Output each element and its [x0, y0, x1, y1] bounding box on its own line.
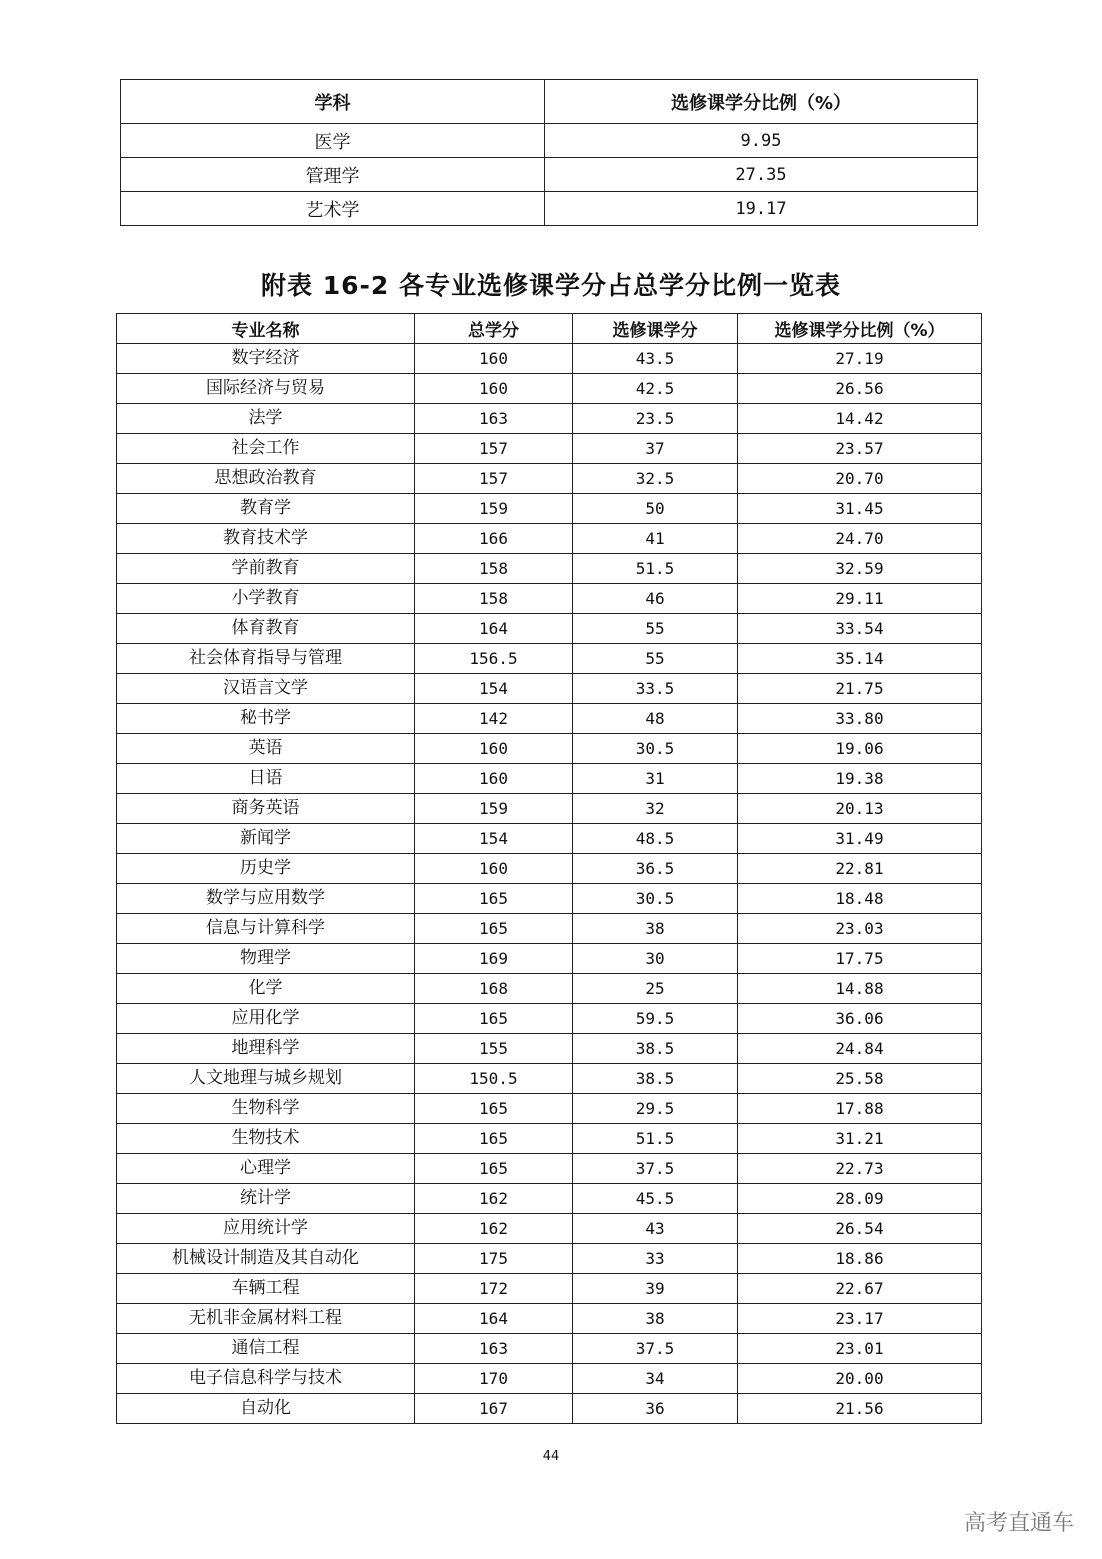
elective-credits-cell: 55 — [573, 644, 738, 674]
major-name-cell: 教育技术学 — [117, 524, 415, 554]
table-row — [117, 524, 982, 554]
column-header: 学科 — [121, 80, 545, 124]
elective-ratio-cell: 19.17 — [545, 192, 978, 226]
total-credits-cell: 163 — [415, 1334, 573, 1364]
elective-ratio-cell: 23.17 — [738, 1304, 982, 1334]
table-row — [117, 494, 982, 524]
major-name-cell: 体育教育 — [117, 614, 415, 644]
total-credits-cell: 165 — [415, 884, 573, 914]
major-name-cell: 英语 — [117, 734, 415, 764]
elective-credits-cell: 37 — [573, 434, 738, 464]
table-row — [117, 1304, 982, 1334]
total-credits-cell: 159 — [415, 494, 573, 524]
table-row — [117, 434, 982, 464]
major-name-cell: 商务英语 — [117, 794, 415, 824]
major-name-cell: 地理科学 — [117, 1034, 415, 1064]
elective-credits-cell: 38 — [573, 914, 738, 944]
column-header: 选修课学分 — [573, 314, 738, 344]
major-name-cell: 思想政治教育 — [117, 464, 415, 494]
table-row — [121, 192, 978, 226]
table-row — [117, 704, 982, 734]
elective-ratio-cell: 29.11 — [738, 584, 982, 614]
total-credits-cell: 142 — [415, 704, 573, 734]
table-row — [117, 1034, 982, 1064]
table-title: 附表 16-2 各专业选修课学分占总学分比例一览表 — [261, 271, 841, 300]
table-row — [117, 974, 982, 1004]
total-credits-cell: 159 — [415, 794, 573, 824]
table-row — [117, 1394, 982, 1424]
elective-ratio-cell: 28.09 — [738, 1184, 982, 1214]
major-name-cell: 应用化学 — [117, 1004, 415, 1034]
major-name-cell: 应用统计学 — [117, 1214, 415, 1244]
major-name-cell: 统计学 — [117, 1184, 415, 1214]
elective-ratio-cell: 21.75 — [738, 674, 982, 704]
discipline-ratio-table — [120, 79, 978, 226]
elective-ratio-cell: 23.03 — [738, 914, 982, 944]
table-row — [117, 584, 982, 614]
elective-credits-cell: 31 — [573, 764, 738, 794]
elective-credits-cell: 36.5 — [573, 854, 738, 884]
table-row — [117, 884, 982, 914]
total-credits-cell: 164 — [415, 1304, 573, 1334]
elective-ratio-cell: 19.38 — [738, 764, 982, 794]
total-credits-cell: 169 — [415, 944, 573, 974]
table-row — [117, 1244, 982, 1274]
table-row — [117, 464, 982, 494]
total-credits-cell: 160 — [415, 764, 573, 794]
table-row — [117, 1334, 982, 1364]
table-row — [117, 614, 982, 644]
elective-ratio-cell: 21.56 — [738, 1394, 982, 1424]
elective-ratio-cell: 25.58 — [738, 1064, 982, 1094]
major-name-cell: 电子信息科学与技术 — [117, 1364, 415, 1394]
major-name-cell: 心理学 — [117, 1154, 415, 1184]
total-credits-cell: 165 — [415, 914, 573, 944]
elective-ratio-cell: 18.48 — [738, 884, 982, 914]
watermark: 高考直通车 — [963, 1511, 1074, 1536]
major-name-cell: 历史学 — [117, 854, 415, 884]
total-credits-cell: 165 — [415, 1094, 573, 1124]
major-name-cell: 汉语言文学 — [117, 674, 415, 704]
major-name-cell: 小学教育 — [117, 584, 415, 614]
elective-ratio-cell: 31.21 — [738, 1124, 982, 1154]
major-name-cell: 机械设计制造及其自动化 — [117, 1244, 415, 1274]
elective-ratio-cell: 32.59 — [738, 554, 982, 584]
major-name-cell: 学前教育 — [117, 554, 415, 584]
table-row — [121, 124, 978, 158]
elective-ratio-cell: 18.86 — [738, 1244, 982, 1274]
elective-ratio-cell: 14.88 — [738, 974, 982, 1004]
elective-credits-cell: 33 — [573, 1244, 738, 1274]
major-name-cell: 生物技术 — [117, 1124, 415, 1154]
elective-credits-cell: 39 — [573, 1274, 738, 1304]
elective-ratio-cell: 23.01 — [738, 1334, 982, 1364]
elective-credits-cell: 25 — [573, 974, 738, 1004]
elective-credits-cell: 37.5 — [573, 1334, 738, 1364]
table-row — [117, 1094, 982, 1124]
major-name-cell: 数学与应用数学 — [117, 884, 415, 914]
elective-ratio-cell: 24.70 — [738, 524, 982, 554]
table-row — [117, 1064, 982, 1094]
table-header-row — [121, 80, 978, 124]
table-row — [117, 404, 982, 434]
elective-ratio-cell: 31.45 — [738, 494, 982, 524]
elective-credits-cell: 38.5 — [573, 1034, 738, 1064]
elective-credits-cell: 30.5 — [573, 884, 738, 914]
total-credits-cell: 165 — [415, 1154, 573, 1184]
elective-ratio-cell: 20.00 — [738, 1364, 982, 1394]
elective-credits-cell: 59.5 — [573, 1004, 738, 1034]
table-row — [117, 1184, 982, 1214]
total-credits-cell: 160 — [415, 344, 573, 374]
column-header: 选修课学分比例（%） — [545, 80, 978, 124]
major-name-cell: 人文地理与城乡规划 — [117, 1064, 415, 1094]
column-header: 选修课学分比例（%） — [738, 314, 982, 344]
major-name-cell: 物理学 — [117, 944, 415, 974]
table-row — [117, 824, 982, 854]
major-name-cell: 教育学 — [117, 494, 415, 524]
table-row — [117, 374, 982, 404]
total-credits-cell: 158 — [415, 554, 573, 584]
table-row — [117, 1274, 982, 1304]
total-credits-cell: 163 — [415, 404, 573, 434]
total-credits-cell: 166 — [415, 524, 573, 554]
table-row — [117, 644, 982, 674]
elective-ratio-cell: 22.73 — [738, 1154, 982, 1184]
elective-credits-cell: 51.5 — [573, 1124, 738, 1154]
total-credits-cell: 155 — [415, 1034, 573, 1064]
elective-credits-cell: 37.5 — [573, 1154, 738, 1184]
table-row — [117, 554, 982, 584]
elective-ratio-cell: 14.42 — [738, 404, 982, 434]
total-credits-cell: 170 — [415, 1364, 573, 1394]
table-row — [117, 944, 982, 974]
elective-credits-cell: 46 — [573, 584, 738, 614]
elective-credits-cell: 50 — [573, 494, 738, 524]
total-credits-cell: 172 — [415, 1274, 573, 1304]
major-name-cell: 新闻学 — [117, 824, 415, 854]
total-credits-cell: 160 — [415, 374, 573, 404]
discipline-cell: 艺术学 — [121, 192, 545, 226]
elective-credits-cell: 32.5 — [573, 464, 738, 494]
total-credits-cell: 162 — [415, 1184, 573, 1214]
major-name-cell: 车辆工程 — [117, 1274, 415, 1304]
elective-credits-cell: 48 — [573, 704, 738, 734]
elective-credits-cell: 38 — [573, 1304, 738, 1334]
elective-credits-cell: 48.5 — [573, 824, 738, 854]
total-credits-cell: 158 — [415, 584, 573, 614]
major-name-cell: 法学 — [117, 404, 415, 434]
total-credits-cell: 165 — [415, 1004, 573, 1034]
elective-ratio-cell: 17.75 — [738, 944, 982, 974]
major-name-cell: 生物科学 — [117, 1094, 415, 1124]
elective-credits-cell: 23.5 — [573, 404, 738, 434]
elective-credits-cell: 55 — [573, 614, 738, 644]
table-row — [117, 734, 982, 764]
elective-ratio-cell: 20.13 — [738, 794, 982, 824]
table-row — [117, 1364, 982, 1394]
major-name-cell: 无机非金属材料工程 — [117, 1304, 415, 1334]
table-row — [117, 344, 982, 374]
major-elective-ratio-table — [116, 313, 982, 1424]
elective-credits-cell: 32 — [573, 794, 738, 824]
elective-ratio-cell: 9.95 — [545, 124, 978, 158]
total-credits-cell: 157 — [415, 464, 573, 494]
elective-ratio-cell: 23.57 — [738, 434, 982, 464]
total-credits-cell: 160 — [415, 854, 573, 884]
total-credits-cell: 164 — [415, 614, 573, 644]
total-credits-cell: 154 — [415, 674, 573, 704]
elective-ratio-cell: 20.70 — [738, 464, 982, 494]
major-name-cell: 自动化 — [117, 1394, 415, 1424]
table-row — [117, 764, 982, 794]
total-credits-cell: 167 — [415, 1394, 573, 1424]
total-credits-cell: 168 — [415, 974, 573, 1004]
major-name-cell: 社会工作 — [117, 434, 415, 464]
elective-credits-cell: 42.5 — [573, 374, 738, 404]
table-row — [121, 158, 978, 192]
elective-ratio-cell: 27.35 — [545, 158, 978, 192]
elective-ratio-cell: 22.81 — [738, 854, 982, 884]
major-name-cell: 数字经济 — [117, 344, 415, 374]
elective-credits-cell: 41 — [573, 524, 738, 554]
major-name-cell: 秘书学 — [117, 704, 415, 734]
total-credits-cell: 150.5 — [415, 1064, 573, 1094]
major-name-cell: 日语 — [117, 764, 415, 794]
elective-ratio-cell: 24.84 — [738, 1034, 982, 1064]
elective-credits-cell: 38.5 — [573, 1064, 738, 1094]
total-credits-cell: 165 — [415, 1124, 573, 1154]
elective-credits-cell: 43.5 — [573, 344, 738, 374]
elective-credits-cell: 51.5 — [573, 554, 738, 584]
elective-ratio-cell: 33.80 — [738, 704, 982, 734]
elective-credits-cell: 30 — [573, 944, 738, 974]
total-credits-cell: 175 — [415, 1244, 573, 1274]
table-row — [117, 794, 982, 824]
major-name-cell: 社会体育指导与管理 — [117, 644, 415, 674]
elective-credits-cell: 45.5 — [573, 1184, 738, 1214]
elective-credits-cell: 43 — [573, 1214, 738, 1244]
column-header: 专业名称 — [117, 314, 415, 344]
table-row — [117, 1004, 982, 1034]
elective-ratio-cell: 36.06 — [738, 1004, 982, 1034]
total-credits-cell: 157 — [415, 434, 573, 464]
elective-credits-cell: 30.5 — [573, 734, 738, 764]
elective-ratio-cell: 33.54 — [738, 614, 982, 644]
elective-ratio-cell: 17.88 — [738, 1094, 982, 1124]
elective-credits-cell: 36 — [573, 1394, 738, 1424]
major-name-cell: 化学 — [117, 974, 415, 1004]
elective-credits-cell: 29.5 — [573, 1094, 738, 1124]
table-header-row — [117, 314, 982, 344]
elective-ratio-cell: 26.54 — [738, 1214, 982, 1244]
elective-ratio-cell: 19.06 — [738, 734, 982, 764]
discipline-cell: 管理学 — [121, 158, 545, 192]
elective-ratio-cell: 26.56 — [738, 374, 982, 404]
table-row — [117, 854, 982, 884]
elective-credits-cell: 33.5 — [573, 674, 738, 704]
table-row — [117, 1214, 982, 1244]
elective-ratio-cell: 27.19 — [738, 344, 982, 374]
column-header: 总学分 — [415, 314, 573, 344]
elective-ratio-cell: 22.67 — [738, 1274, 982, 1304]
table-row — [117, 1124, 982, 1154]
total-credits-cell: 160 — [415, 734, 573, 764]
total-credits-cell: 162 — [415, 1214, 573, 1244]
page-number: 44 — [542, 1449, 560, 1464]
major-name-cell: 国际经济与贸易 — [117, 374, 415, 404]
total-credits-cell: 156.5 — [415, 644, 573, 674]
elective-credits-cell: 34 — [573, 1364, 738, 1394]
table-row — [117, 1154, 982, 1184]
major-name-cell: 通信工程 — [117, 1334, 415, 1364]
total-credits-cell: 154 — [415, 824, 573, 854]
table-row — [117, 674, 982, 704]
major-name-cell: 信息与计算科学 — [117, 914, 415, 944]
table-row — [117, 914, 982, 944]
discipline-cell: 医学 — [121, 124, 545, 158]
elective-ratio-cell: 31.49 — [738, 824, 982, 854]
elective-ratio-cell: 35.14 — [738, 644, 982, 674]
